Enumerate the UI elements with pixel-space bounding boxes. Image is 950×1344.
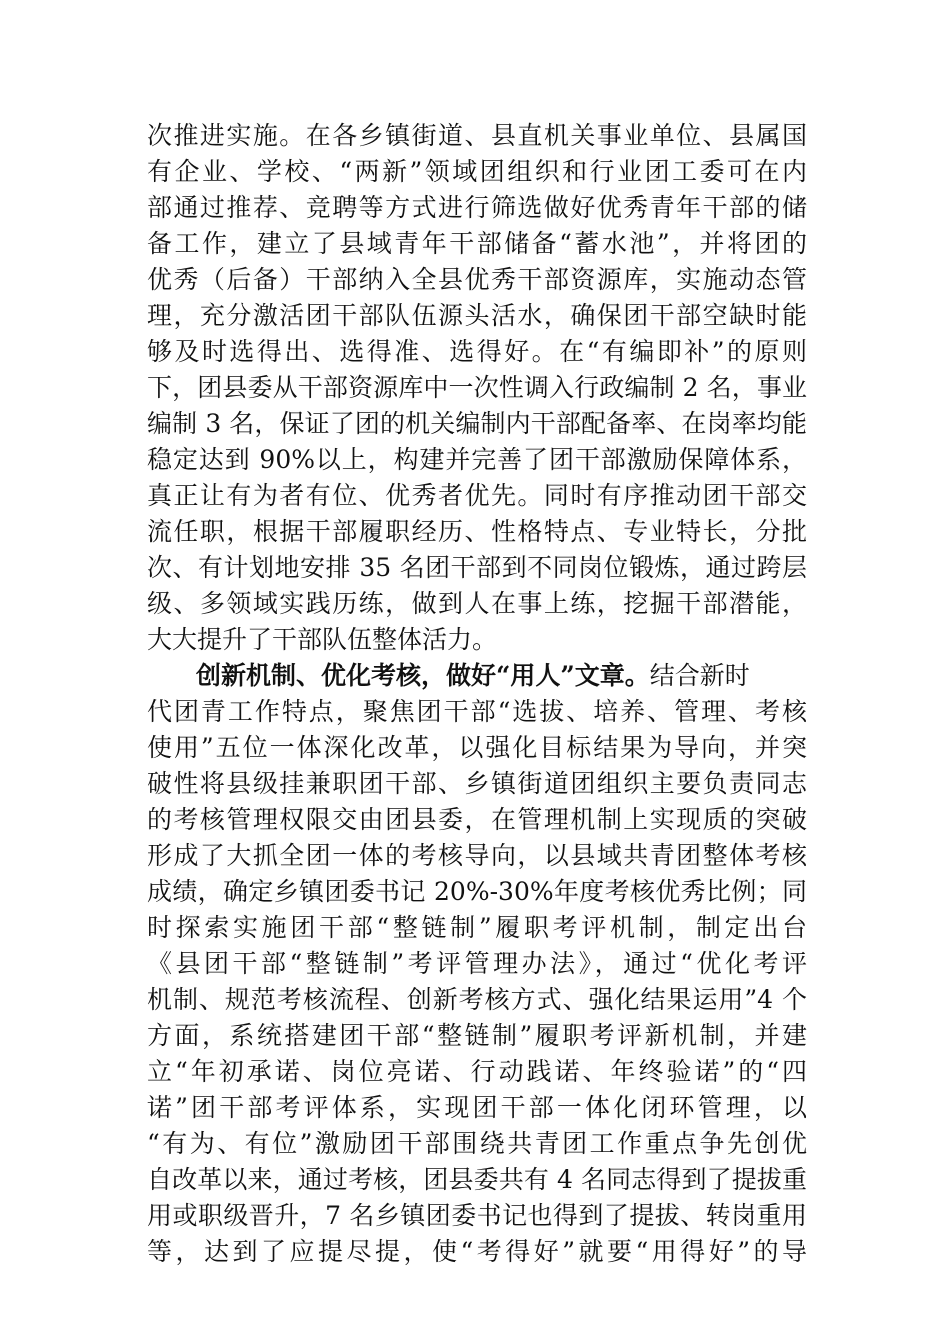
text-line: 使用”五位一体深化改革，以强化目标结果为导向，并突 — [147, 733, 807, 762]
paragraph-first-line — [196, 656, 807, 696]
text-line: 的考核管理权限交由团县委，在管理机制上实现质的突破 — [147, 805, 807, 834]
text-line: 用或职级晋升，7 名乡镇团委书记也得到了提拔、转岗重用 — [147, 1201, 807, 1230]
text-line: 有企业、学校、“两新”领域团组织和行业团工委可在内 — [147, 157, 807, 186]
text-line: 机制、规范考核流程、创新考核方式、强化结果运用”4 个 — [147, 985, 807, 1014]
text-line: 优秀（后备）干部纳入全县优秀干部资源库，实施动态管 — [147, 265, 807, 294]
text-line: 备工作，建立了县域青年干部储备“蓄水池”，并将团的 — [147, 229, 807, 258]
text-line: “有为、有位”激励团干部围绕共青团工作重点争先创优 — [147, 1129, 807, 1158]
heading-line-rest: 结合新时 — [649, 661, 750, 690]
text-line: 代团青工作特点，聚焦团干部“选拔、培养、管理、考核 — [147, 697, 807, 726]
text-line: 《县团干部“整链制”考评管理办法》，通过“优化考评 — [147, 949, 807, 978]
text-line: 等，达到了应提尽提，使“考得好”就要“用得好”的导 — [147, 1237, 807, 1266]
text-line: 级、多领域实践历练，做到人在事上练，挖掘干部潜能， — [147, 589, 807, 618]
text-line: 自改革以来，通过考核，团县委共有 4 名同志得到了提拔重 — [147, 1165, 807, 1194]
text-line: 形成了大抓全团一体的考核导向，以县域共青团整体考核 — [147, 841, 807, 870]
text-line: 次、有计划地安排 35 名团干部到不同岗位锻炼，通过跨层 — [147, 553, 807, 582]
text-line: 编制 3 名，保证了团的机关编制内干部配备率、在岗率均能 — [147, 409, 807, 438]
paragraph-heading: 创新机制、优化考核，做好“用人”文章。 — [196, 661, 650, 690]
text-line: 大大提升了干部队伍整体活力。 — [147, 625, 498, 654]
text-line: 流任职，根据干部履职经历、性格特点、专业特长，分批 — [147, 517, 807, 546]
text-line: 真正让有为者有位、优秀者优先。同时有序推动团干部交 — [147, 481, 807, 510]
text-line: 下，团县委从干部资源库中一次性调入行政编制 2 名，事业 — [147, 373, 807, 402]
text-line: 稳定达到 90%以上，构建并完善了团干部激励保障体系， — [147, 445, 807, 474]
text-line: 够及时选得出、选得准、选得好。在“有编即补”的原则 — [147, 337, 807, 366]
text-line: 立“年初承诺、岗位亮诺、行动践诺、年终验诺”的“四 — [147, 1057, 807, 1086]
text-line: 成绩，确定乡镇团委书记 20%-30%年度考核优秀比例；同 — [147, 877, 807, 906]
text-line: 方面，系统搭建团干部“整链制”履职考评新机制，并建 — [147, 1021, 807, 1050]
text-line: 时探索实施团干部“整链制”履职考评机制，制定出台 — [147, 913, 807, 942]
text-line: 理，充分激活团干部队伍源头活水，确保团干部空缺时能 — [147, 301, 807, 330]
text-line: 诺”团干部考评体系，实现团干部一体化闭环管理，以 — [147, 1093, 807, 1122]
text-line: 破性将县级挂兼职团干部、乡镇街道团组织主要负责同志 — [147, 769, 807, 798]
text-line: 次推进实施。在各乡镇街道、县直机关事业单位、县属国 — [147, 121, 807, 150]
text-line: 部通过推荐、竞聘等方式进行筛选做好优秀青年干部的储 — [147, 193, 807, 222]
